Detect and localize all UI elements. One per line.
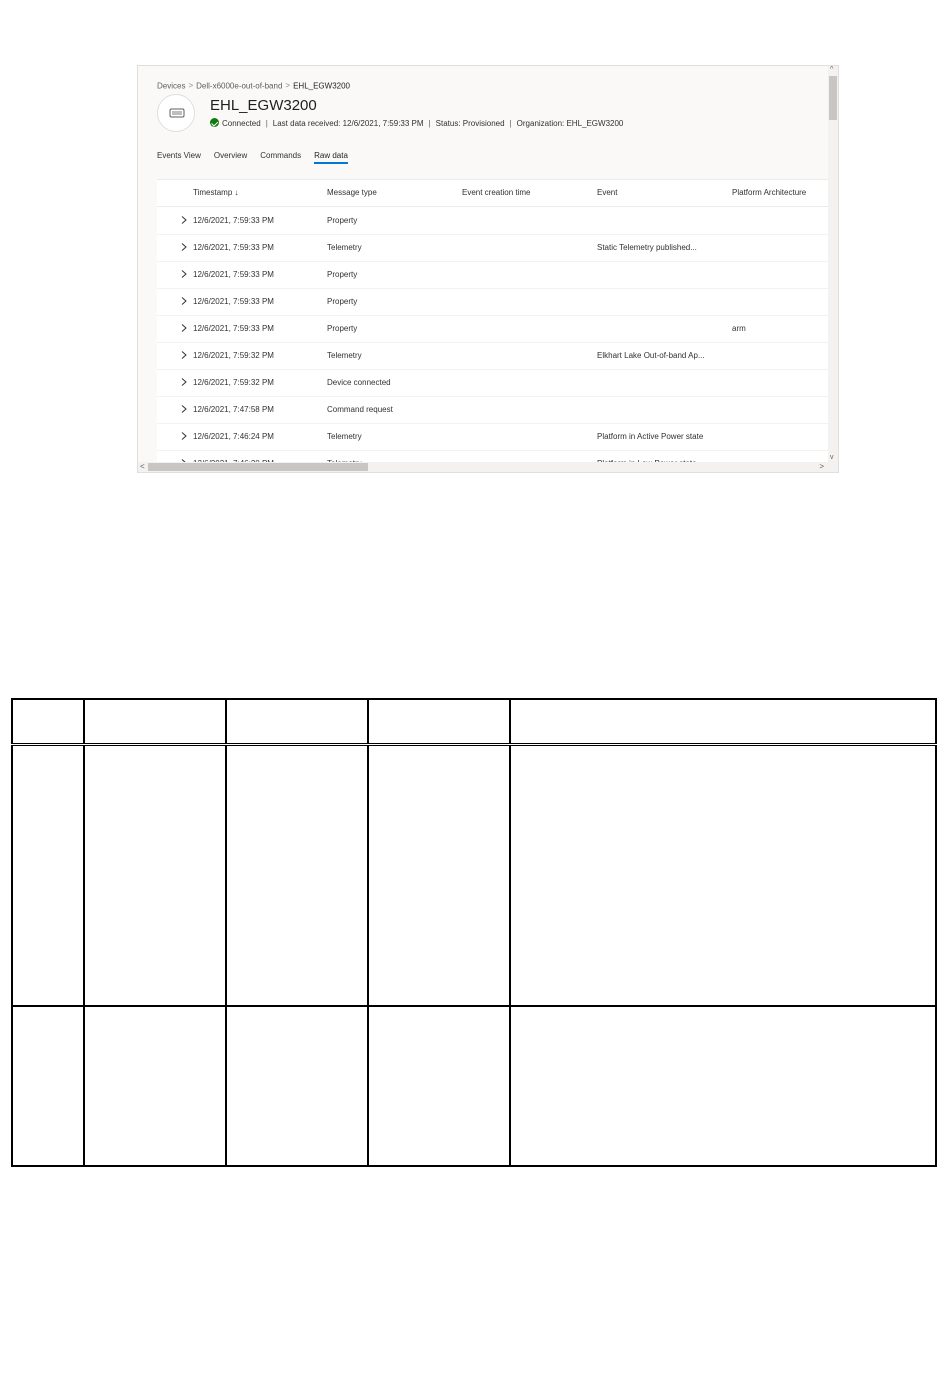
table-cell: [12, 1006, 84, 1166]
last-data-received: Last data received: 12/6/2021, 7:59:33 PM: [272, 119, 424, 128]
table-cell: [84, 699, 226, 744]
cell-timestamp: 12/6/2021, 7:59:33 PM: [193, 270, 274, 279]
expand-chevron-icon[interactable]: [179, 323, 189, 333]
table-cell: [12, 699, 84, 744]
horizontal-scrollbar[interactable]: [138, 462, 838, 472]
tab-commands[interactable]: Commands: [260, 151, 302, 160]
expand-chevron-icon[interactable]: [179, 431, 189, 441]
cell-message-type: Telemetry: [327, 351, 362, 360]
column-header-message-type[interactable]: Message type: [327, 188, 377, 197]
table-cell: [226, 699, 368, 744]
expand-chevron-icon[interactable]: [179, 350, 189, 360]
table-cell: [510, 744, 936, 1006]
chevron-right-icon: >: [188, 81, 194, 91]
cell-message-type: Telemetry: [327, 432, 362, 441]
table-cell: [226, 1006, 368, 1166]
cell-platform-architecture: arm: [732, 324, 746, 333]
device-page: [138, 66, 828, 462]
cell-message-type: Property: [327, 297, 358, 306]
chevron-right-icon: >: [285, 81, 291, 91]
document-table: [11, 698, 937, 1167]
iot-central-screenshot: [137, 65, 839, 473]
cell-message-type: Telemetry: [327, 243, 362, 252]
cell-timestamp: 12/6/2021, 7:59:32 PM: [193, 378, 274, 387]
vertical-scroll-thumb[interactable]: [829, 76, 837, 120]
cell-message-type: Property: [327, 270, 358, 279]
vertical-scrollbar[interactable]: [828, 66, 838, 472]
cell-timestamp: 12/6/2021, 7:59:33 PM: [193, 324, 274, 333]
expand-chevron-icon[interactable]: [179, 242, 189, 252]
device-icon: [169, 107, 185, 119]
table-cell: [510, 1006, 936, 1166]
table-cell: [84, 744, 226, 1006]
tab-overview[interactable]: Overview: [213, 151, 248, 160]
tab-raw-data[interactable]: Raw data: [314, 151, 348, 164]
device-status-line: [210, 119, 623, 128]
tab-bar: [157, 145, 361, 161]
table-row[interactable]: [157, 315, 829, 343]
scroll-down-icon[interactable]: v: [830, 454, 834, 461]
scroll-right-icon[interactable]: >: [819, 462, 824, 471]
table-row[interactable]: [157, 423, 829, 451]
breadcrumb: [157, 81, 350, 90]
table-cell: [368, 744, 510, 1006]
expand-chevron-icon[interactable]: [179, 377, 189, 387]
table-cell: [12, 744, 84, 1006]
device-avatar: [157, 94, 195, 132]
page-title: EHL_EGW3200: [210, 97, 317, 114]
cell-message-type: Property: [327, 324, 358, 333]
expand-chevron-icon[interactable]: [179, 269, 189, 279]
divider: |: [265, 119, 268, 128]
table-cell: [226, 744, 368, 1006]
table-row[interactable]: [157, 261, 829, 289]
cell-timestamp: 12/6/2021, 7:59:33 PM: [193, 216, 274, 225]
table-cell: [510, 699, 936, 744]
table-cell: [368, 699, 510, 744]
table-row[interactable]: [157, 369, 829, 397]
column-header-event[interactable]: Event: [597, 188, 618, 197]
breadcrumb-device-template[interactable]: Dell-x6000e-out-of-band: [196, 81, 283, 91]
raw-data-grid: [157, 179, 829, 470]
horizontal-scroll-thumb[interactable]: [148, 463, 368, 471]
cell-message-type: Property: [327, 216, 358, 225]
provisioning-status: Status: Provisioned: [435, 119, 505, 128]
table-row[interactable]: [157, 396, 829, 424]
scroll-up-icon[interactable]: ^: [830, 66, 834, 73]
breadcrumb-current: EHL_EGW3200: [293, 81, 350, 91]
cell-event: Platform in Active Power state: [597, 432, 704, 441]
table-row[interactable]: [157, 342, 829, 370]
cell-timestamp: 12/6/2021, 7:46:24 PM: [193, 432, 274, 441]
breadcrumb-devices[interactable]: Devices: [157, 81, 186, 91]
cell-timestamp: 12/6/2021, 7:47:58 PM: [193, 405, 274, 414]
expand-chevron-icon[interactable]: [179, 404, 189, 414]
grid-header: [157, 180, 829, 207]
table-header-row: [12, 699, 936, 744]
divider: |: [509, 119, 512, 128]
expand-chevron-icon[interactable]: [179, 296, 189, 306]
cell-event: Elkhart Lake Out-of-band Ap...: [597, 351, 705, 360]
cell-timestamp: 12/6/2021, 7:59:32 PM: [193, 351, 274, 360]
cell-message-type: Device connected: [327, 378, 391, 387]
column-header-platform-architecture[interactable]: Platform Architecture: [732, 188, 807, 197]
table-row: [12, 744, 936, 1006]
check-circle-icon: [210, 118, 219, 127]
divider: |: [428, 119, 431, 128]
table-row[interactable]: [157, 207, 829, 235]
cell-message-type: Command request: [327, 405, 393, 414]
expand-chevron-icon[interactable]: [179, 215, 189, 225]
table-cell: [368, 1006, 510, 1166]
organization: Organization: EHL_EGW3200: [516, 119, 624, 128]
cell-timestamp: 12/6/2021, 7:59:33 PM: [193, 297, 274, 306]
column-header-timestamp[interactable]: Timestamp ↓: [193, 188, 239, 197]
table-row: [12, 1006, 936, 1166]
tab-events-view[interactable]: Events View: [157, 151, 201, 160]
cell-event: Static Telemetry published...: [597, 243, 697, 252]
cell-timestamp: 12/6/2021, 7:59:33 PM: [193, 243, 274, 252]
table-cell: [84, 1006, 226, 1166]
table-row[interactable]: [157, 234, 829, 262]
column-header-event-creation-time[interactable]: Event creation time: [462, 188, 531, 197]
scroll-left-icon[interactable]: <: [140, 462, 145, 471]
table-row[interactable]: [157, 288, 829, 316]
connection-status: Connected: [222, 119, 261, 128]
